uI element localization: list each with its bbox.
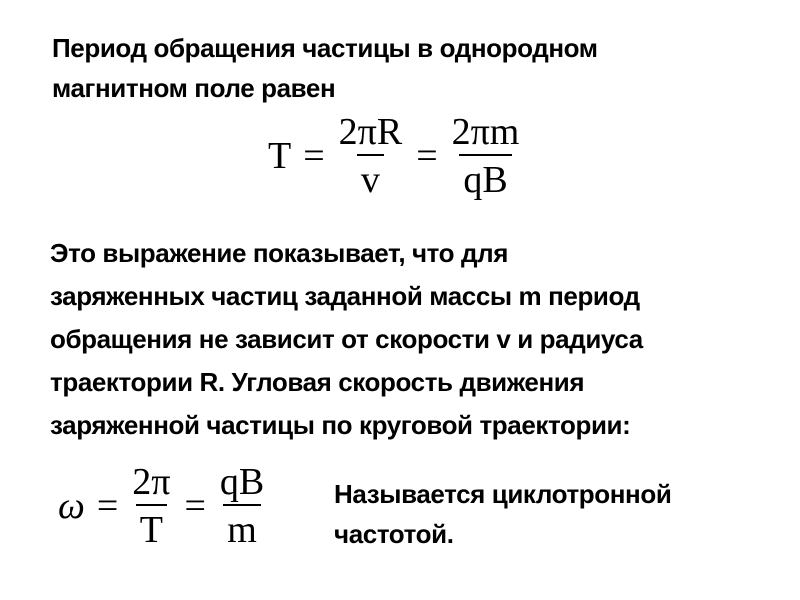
equals-sign: = bbox=[184, 485, 206, 527]
explanation-paragraph bbox=[50, 232, 643, 447]
equals-sign: = bbox=[96, 485, 119, 527]
fraction-denominator: qB bbox=[459, 154, 511, 200]
fraction-denominator: T bbox=[136, 504, 167, 550]
intro-paragraph bbox=[52, 28, 598, 108]
formula-lhs: ω bbox=[58, 485, 85, 527]
fraction bbox=[335, 112, 407, 200]
fraction-numerator: 2πm bbox=[451, 111, 520, 153]
omega-formula bbox=[52, 462, 272, 550]
fraction bbox=[128, 462, 174, 550]
period-formula bbox=[262, 112, 527, 200]
fraction-numerator: qB bbox=[219, 461, 265, 503]
equals-sign: = bbox=[416, 135, 438, 177]
intro-line: Период обращения частицы в однородном bbox=[52, 33, 598, 63]
cyclotron-caption bbox=[334, 474, 671, 554]
intro-line: магнитном поле равен bbox=[52, 73, 336, 103]
equals-sign: = bbox=[303, 135, 325, 177]
explanation-line: заряженной частицы по круговой траектории: bbox=[50, 410, 631, 440]
caption-line: Называется циклотронной bbox=[334, 479, 672, 509]
fraction-numerator: 2π bbox=[132, 461, 171, 503]
explanation-line: заряженных частиц заданной массы m период bbox=[50, 281, 640, 311]
explanation-line: обращения не зависит от скорости v и радиуса bbox=[50, 324, 643, 354]
explanation-line: Это выражение показывает, что для bbox=[50, 238, 508, 268]
caption-line: частотой. bbox=[334, 519, 454, 549]
fraction bbox=[216, 462, 268, 550]
fraction bbox=[448, 112, 524, 200]
fraction-denominator: v bbox=[357, 154, 384, 200]
fraction-numerator: 2πR bbox=[338, 111, 403, 153]
explanation-line: траектории R. Угловая скорость движения bbox=[50, 367, 585, 397]
formula-lhs: T bbox=[268, 135, 292, 177]
fraction-denominator: m bbox=[223, 504, 261, 550]
